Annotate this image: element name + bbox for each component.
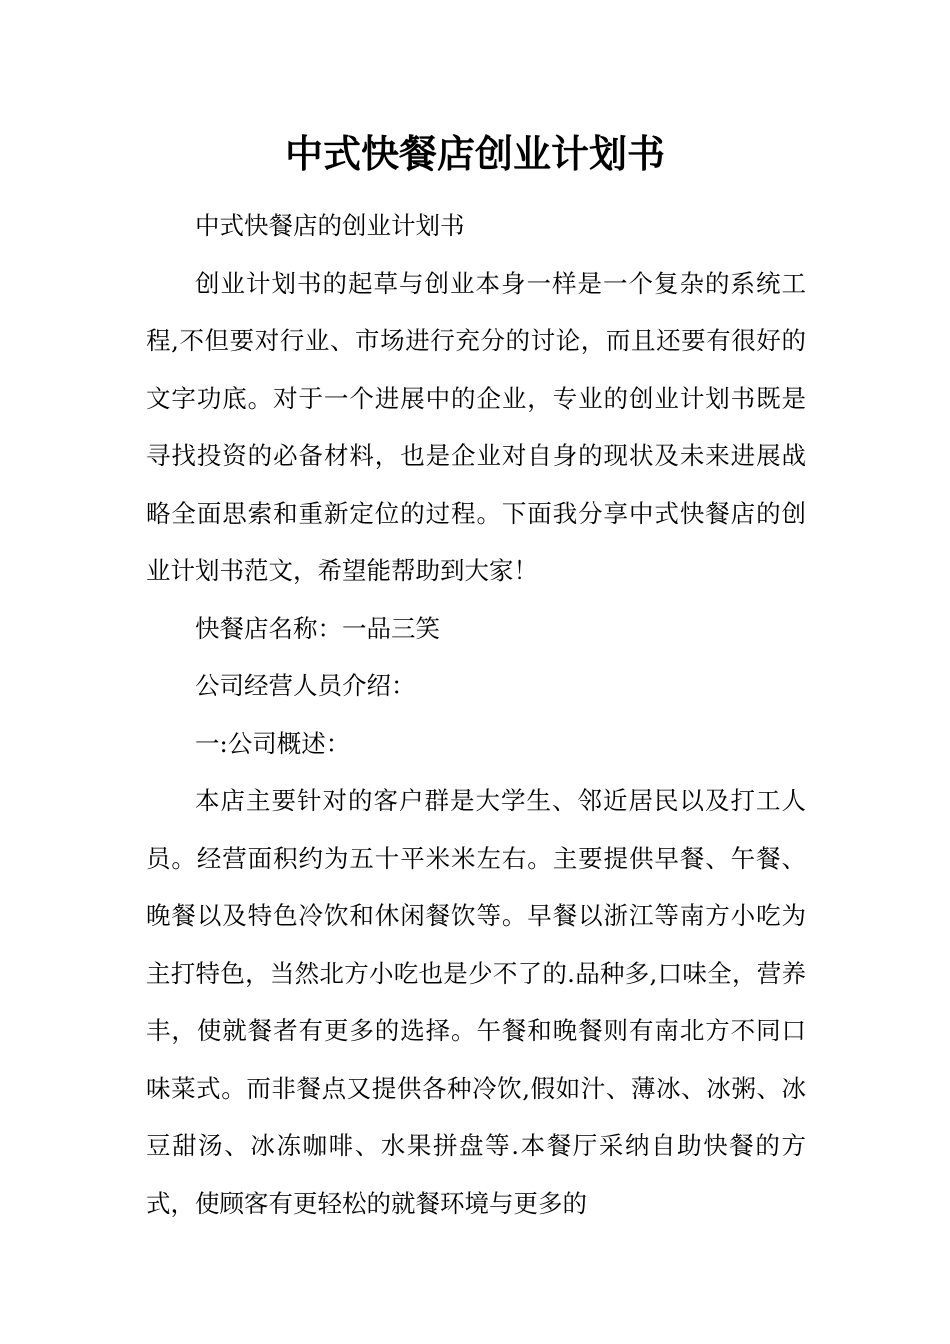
paragraph-overview: 本店主要针对的客户群是大学生、邻近居民以及打工人员。经营面积约为五十平米米左右。主要提供早餐、午餐、晚餐以及特色冷饮和休闲餐饮等。早餐以浙江等南方小吃为主打特色，当然北方小吃也是少不了的.品种多,口味全，营养丰，使就餐者有更多的选择。午餐和晚餐则有南北方不同口味菜式。而非餐点又提供各种冷饮,假如汁、薄冰、冰粥、冰豆甜汤、冰冻咖啡、水果拼盘等.本餐厅采纳自助快餐的方式，使顾客有更轻松的就餐环境与更多的 <box>146 786 806 1218</box>
document-title: 中式快餐店创业计划书 <box>284 131 665 176</box>
paragraph-section-heading: 一:公司概述： <box>195 728 351 758</box>
document-body <box>146 197 806 1232</box>
paragraph-intro: 创业计划书的起草与创业本身一样是一个复杂的系统工程,不但要对行业、市场进行充分的讨论，而且还要有很好的文字功底。对于一个进展中的企业，专业的创业计划书既是寻找投资的必备材料，也是企业对自身的现状及未来进展战略全面思索和重新定位的过程。下面我分享中式快餐店的创业计划书范文，希望能帮助到大家！ <box>146 268 806 585</box>
paragraph-store-name: 快餐店名称：一品三笑 <box>195 613 440 643</box>
paragraph-subtitle: 中式快餐店的创业计划书 <box>195 211 465 240</box>
paragraph-staff-intro: 公司经营人员介绍： <box>195 671 416 700</box>
